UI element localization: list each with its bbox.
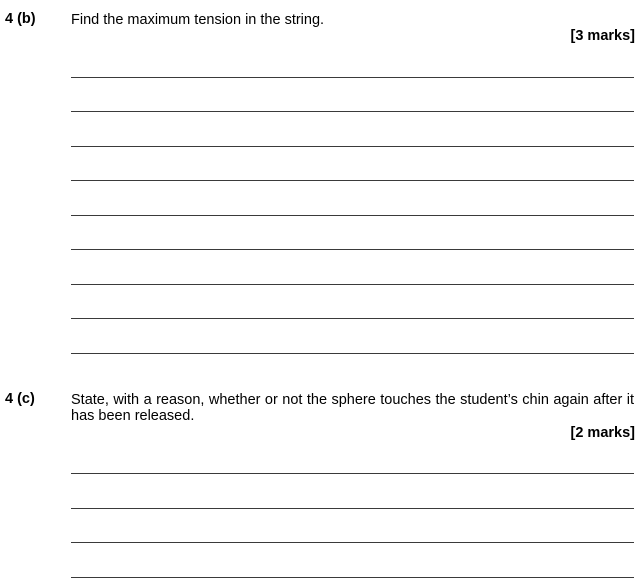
answer-line	[71, 284, 634, 285]
answer-line	[71, 542, 634, 543]
answer-line	[71, 77, 634, 78]
answer-line	[71, 508, 634, 509]
question-4c-marks: [2 marks]	[570, 425, 635, 441]
answer-line	[71, 577, 634, 578]
question-4b-marks: [3 marks]	[570, 28, 635, 44]
answer-line	[71, 111, 634, 112]
question-4b-text: Find the maximum tension in the string.	[71, 12, 325, 28]
question-4c-number: 4 (c)	[5, 391, 35, 407]
question-4b-number: 4 (b)	[5, 11, 36, 27]
answer-line	[71, 215, 634, 216]
answer-line	[71, 473, 634, 474]
answer-line	[71, 146, 634, 147]
answer-line	[71, 318, 634, 319]
question-4c-text: State, with a reason, whether or not the sphere touches the student’s chin again after it has been released.	[71, 392, 634, 424]
answer-line	[71, 180, 634, 181]
answer-line	[71, 249, 634, 250]
answer-line	[71, 353, 634, 354]
